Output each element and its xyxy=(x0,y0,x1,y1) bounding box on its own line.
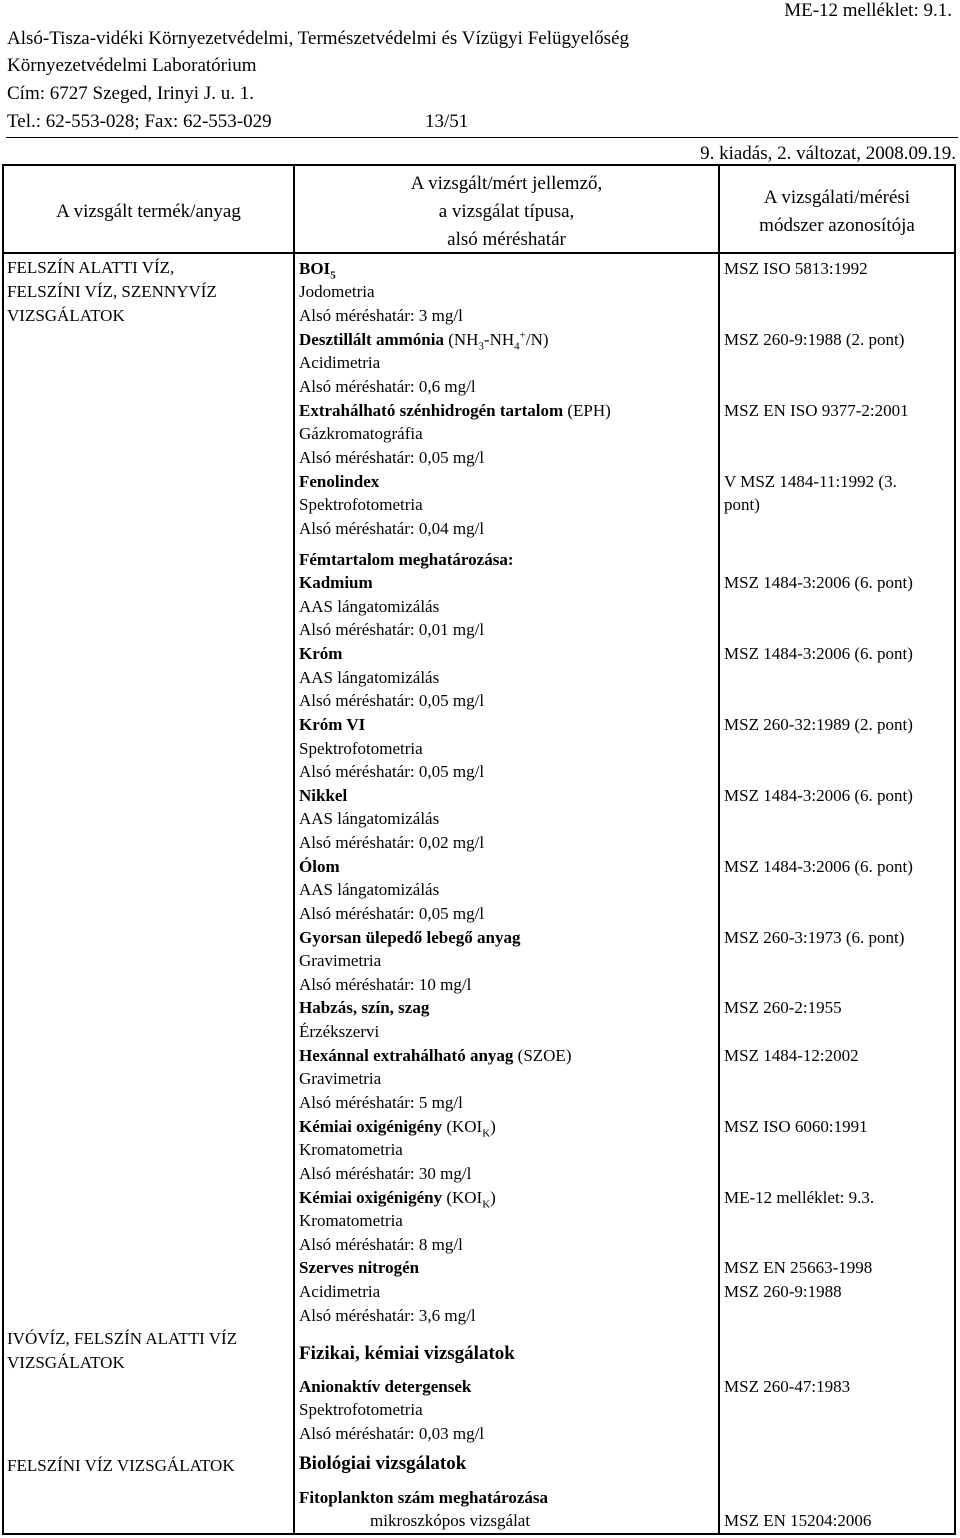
method-bod: MSZ ISO 5813:1992 xyxy=(724,259,868,278)
param-anionic-detergents-type: Spektrofotometria xyxy=(299,1400,423,1419)
param-hexane-extract-limit: Alsó méréshatár: 5 mg/l xyxy=(299,1093,463,1112)
page-number: 13/51 xyxy=(425,111,469,132)
category-3-line-1: FELSZÍNI VÍZ VIZSGÁLATOK xyxy=(7,1456,235,1475)
param-ammonia-limit: Alsó méréshatár: 0,6 mg/l xyxy=(299,377,476,396)
param-foam-color-odor-type: Érzékszervi xyxy=(299,1022,380,1041)
param-nickel-type: AAS lángatomizálás xyxy=(299,809,440,828)
method-hexane-extract: MSZ 1484-12:2002 xyxy=(724,1046,859,1065)
method-cadmium: MSZ 1484-3:2006 (6. pont) xyxy=(724,573,913,592)
param-phenol-type: Spektrofotometria xyxy=(299,495,423,514)
col-param-1: A vizsgált/mért jellemző, xyxy=(410,173,603,194)
param-organic-nitrogen: Szerves nitrogén xyxy=(299,1258,420,1277)
annex-label: ME-12 melléklet: 9.1. xyxy=(784,0,952,21)
column-divider-1 xyxy=(293,164,295,1535)
param-bod: $BOI_5$ xyxy=(299,259,336,282)
col-product: A vizsgált termék/anyag xyxy=(56,201,241,222)
col-param-2: a vizsgálat típusa, xyxy=(438,201,575,222)
param-metals-heading: Fémtartalom meghatározása: xyxy=(299,550,514,569)
table-top-border xyxy=(2,164,956,166)
section-physical-chemical: Fizikai, kémiai vizsgálatok xyxy=(299,1343,515,1364)
col-method-2: módszer azonosítója xyxy=(759,215,915,236)
param-hexane-extract: Hexánnal extrahálható anyag (SZOE) xyxy=(299,1046,572,1065)
category-1-line-2: FELSZÍNI VÍZ, SZENNYVÍZ xyxy=(7,282,217,301)
category-1-line-1: FELSZÍN ALATTI VÍZ, xyxy=(7,258,175,277)
param-cod-1-type: Kromatometria xyxy=(299,1140,403,1159)
category-2-line-2: VIZSGÁLATOK xyxy=(7,1353,125,1372)
category-1-line-3: VIZSGÁLATOK xyxy=(7,306,125,325)
param-chromium: Króm xyxy=(299,644,343,663)
method-anionic-detergents: MSZ 260-47:1983 xyxy=(724,1377,851,1396)
param-settleable-solids-limit: Alsó méréshatár: 10 mg/l xyxy=(299,975,472,994)
param-cadmium-limit: Alsó méréshatár: 0,01 mg/l xyxy=(299,620,485,639)
table-left-border xyxy=(2,164,4,1535)
param-cod-1: Kémiai oxigénigény $(KOI_K)$ xyxy=(299,1117,496,1140)
param-phenol-limit: Alsó méréshatár: 0,04 mg/l xyxy=(299,519,485,538)
param-ammonia: Desztillált ammónia $(NH_3-NH_4^+/N)$ xyxy=(299,329,549,353)
col-param-3: alsó méréshatár xyxy=(447,229,566,250)
org-name: Alsó-Tisza-vidéki Környezetvédelmi, Természetvédelmi és Vízügyi Felügyelőség xyxy=(7,28,630,49)
param-foam-color-odor: Habzás, szín, szag xyxy=(299,998,430,1017)
param-lead: Ólom xyxy=(299,857,340,876)
section-biological: Biológiai vizsgálatok xyxy=(299,1453,467,1474)
param-cadmium: Kadmium xyxy=(299,573,373,592)
param-cod-2-type: Kromatometria xyxy=(299,1211,403,1230)
param-cod-1-limit: Alsó méréshatár: 30 mg/l xyxy=(299,1164,472,1183)
param-cadmium-type: AAS lángatomizálás xyxy=(299,597,440,616)
table-right-border xyxy=(954,164,956,1535)
param-cod-2-limit: Alsó méréshatár: 8 mg/l xyxy=(299,1235,463,1254)
method-chromium: MSZ 1484-3:2006 (6. pont) xyxy=(724,644,913,663)
param-bod-type: Jodometria xyxy=(299,282,375,301)
param-eph: Extrahálható szénhidrogén tartalom (EPH) xyxy=(299,401,611,420)
param-eph-limit: Alsó méréshatár: 0,05 mg/l xyxy=(299,448,485,467)
method-cod-2: ME-12 melléklet: 9.3. xyxy=(724,1188,875,1207)
param-chromium-vi-type: Spektrofotometria xyxy=(299,739,423,758)
param-phenol: Fenolindex xyxy=(299,472,380,491)
param-chromium-limit: Alsó méréshatár: 0,05 mg/l xyxy=(299,691,485,710)
method-chromium-vi: MSZ 260-32:1989 (2. pont) xyxy=(724,715,913,734)
method-organic-nitrogen-2: MSZ 260-9:1988 xyxy=(724,1282,842,1301)
param-hexane-extract-type: Gravimetria xyxy=(299,1069,382,1088)
param-settleable-solids-type: Gravimetria xyxy=(299,951,382,970)
param-settleable-solids: Gyorsan ülepedő lebegő anyag xyxy=(299,928,521,947)
table-bottom-border xyxy=(2,1533,956,1535)
param-chromium-type: AAS lángatomizálás xyxy=(299,668,440,687)
method-phenol-2: pont) xyxy=(724,495,760,514)
param-phytoplankton: Fitoplankton szám meghatározása xyxy=(299,1488,549,1507)
param-chromium-vi: Króm VI xyxy=(299,715,366,734)
category-2-line-1: IVÓVÍZ, FELSZÍN ALATTI VÍZ xyxy=(7,1329,238,1348)
method-phytoplankton: MSZ EN 15204:2006 xyxy=(724,1511,872,1530)
method-eph: MSZ EN ISO 9377-2:2001 xyxy=(724,401,909,420)
param-eph-type: Gázkromatográfia xyxy=(299,424,423,443)
method-organic-nitrogen-1: MSZ EN 25663-1998 xyxy=(724,1258,873,1277)
method-phenol-1: V MSZ 1484-11:1992 (3. xyxy=(724,472,897,491)
param-organic-nitrogen-limit: Alsó méréshatár: 3,6 mg/l xyxy=(299,1306,476,1325)
param-bod-limit: Alsó méréshatár: 3 mg/l xyxy=(299,306,463,325)
param-phytoplankton-type: mikroszkópos vizsgálat xyxy=(370,1511,531,1530)
header-rule xyxy=(6,137,958,138)
edition-label: 9. kiadás, 2. változat, 2008.09.19. xyxy=(700,143,956,164)
col-method-1: A vizsgálati/mérési xyxy=(763,187,911,208)
address: Cím: 6727 Szeged, Irinyi J. u. 1. xyxy=(7,83,254,104)
param-anionic-detergents-limit: Alsó méréshatár: 0,03 mg/l xyxy=(299,1424,485,1443)
method-lead: MSZ 1484-3:2006 (6. pont) xyxy=(724,857,913,876)
param-lead-type: AAS lángatomizálás xyxy=(299,880,440,899)
method-nickel: MSZ 1484-3:2006 (6. pont) xyxy=(724,786,913,805)
param-ammonia-type: Acidimetria xyxy=(299,353,381,372)
phone-fax: Tel.: 62-553-028; Fax: 62-553-029 xyxy=(7,111,272,132)
table-header-border xyxy=(2,252,956,254)
method-cod-1: MSZ ISO 6060:1991 xyxy=(724,1117,868,1136)
param-lead-limit: Alsó méréshatár: 0,05 mg/l xyxy=(299,904,485,923)
lab-name: Környezetvédelmi Laboratórium xyxy=(7,55,257,76)
param-organic-nitrogen-type: Acidimetria xyxy=(299,1282,381,1301)
column-divider-2 xyxy=(718,164,720,1535)
method-ammonia: MSZ 260-9:1988 (2. pont) xyxy=(724,330,905,349)
method-foam-color-odor: MSZ 260-2:1955 xyxy=(724,998,842,1017)
param-nickel-limit: Alsó méréshatár: 0,02 mg/l xyxy=(299,833,485,852)
param-cod-2: Kémiai oxigénigény $(KOI_K)$ xyxy=(299,1188,496,1211)
param-nickel: Nikkel xyxy=(299,786,348,805)
param-anionic-detergents: Anionaktív detergensek xyxy=(299,1377,472,1396)
method-settleable-solids: MSZ 260-3:1973 (6. pont) xyxy=(724,928,905,947)
param-chromium-vi-limit: Alsó méréshatár: 0,05 mg/l xyxy=(299,762,485,781)
